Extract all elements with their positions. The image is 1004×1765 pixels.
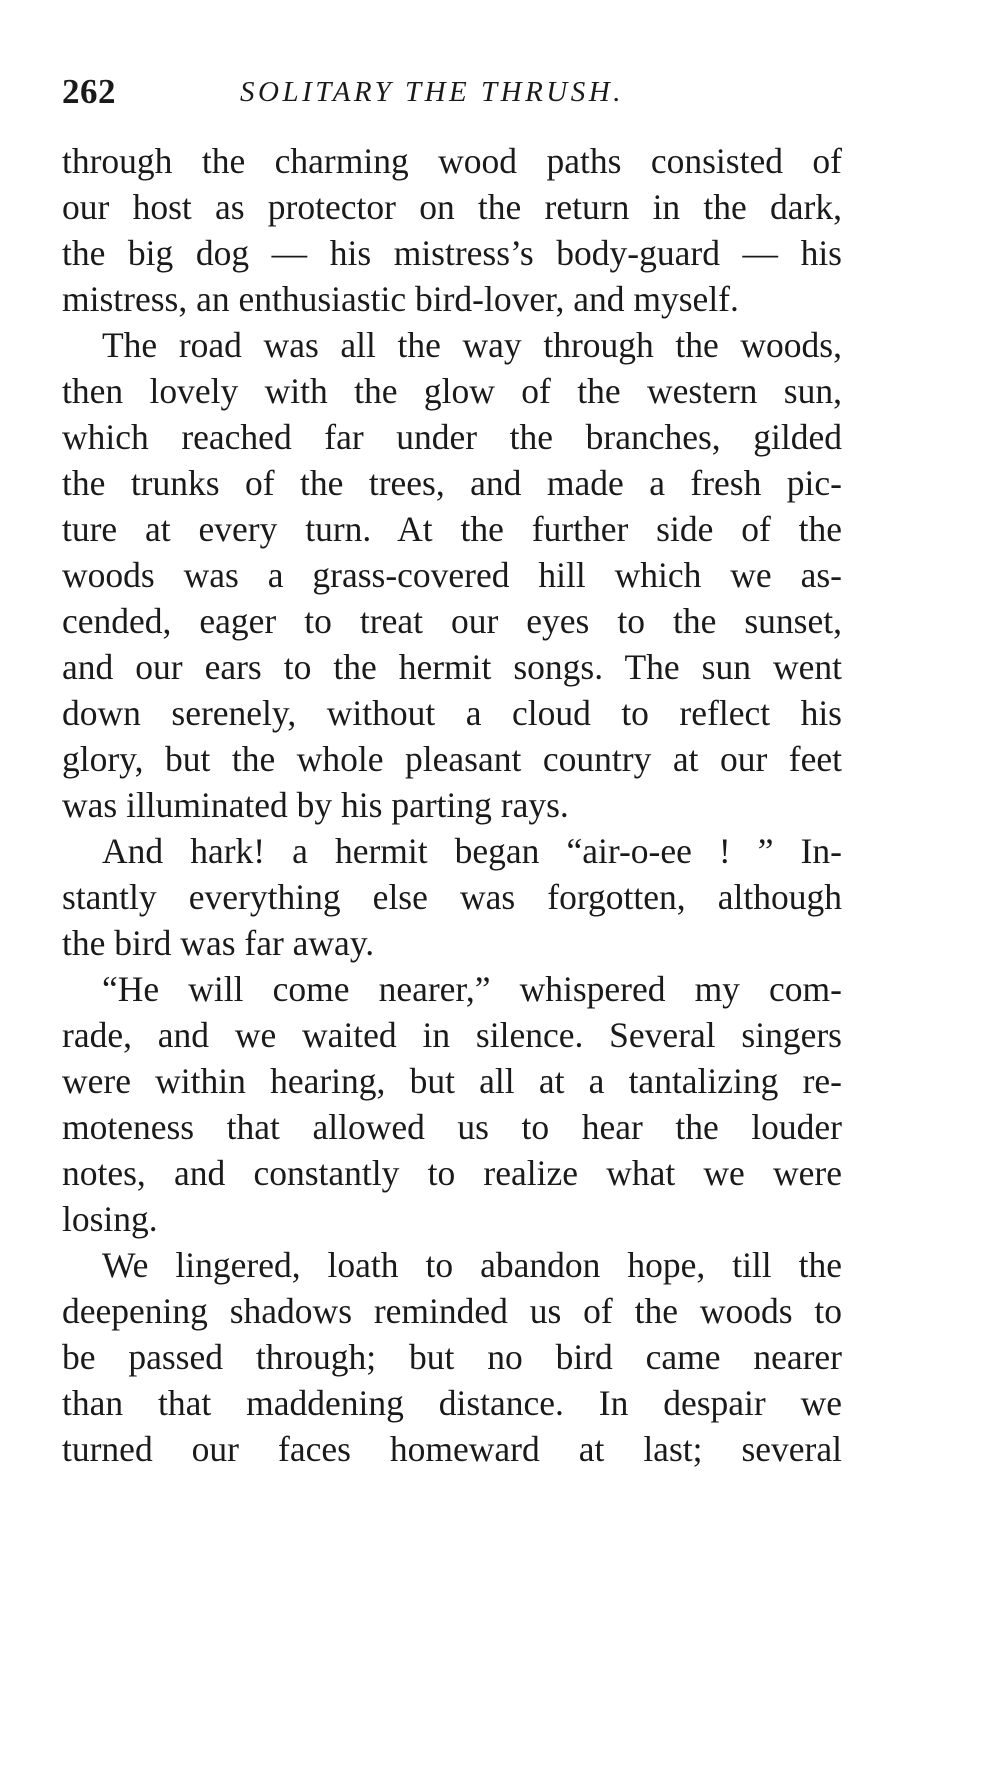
text-line: stantly everything else was forgotten, although: [62, 877, 842, 917]
text-line: notes, and constantly to realize what we were: [62, 1153, 842, 1193]
text-line: and our ears to the hermit songs. The sun went: [62, 647, 842, 687]
body-text: [62, 138, 842, 1472]
text-line: mistress, an enthusiastic bird-lover, and myself.: [62, 279, 739, 319]
text-line: be passed through; but no bird came nearer: [62, 1337, 842, 1377]
text-line: then lovely with the glow of the western sun,: [62, 371, 842, 411]
text-line: turned our faces homeward at last; several: [62, 1429, 842, 1469]
text-line: cended, eager to treat our eyes to the sunset,: [62, 601, 842, 641]
text-line: woods was a grass-covered hill which we as-: [62, 555, 842, 595]
text-line: “He will come nearer,” whispered my com-: [102, 969, 842, 1009]
text-line: The road was all the way through the woods,: [102, 325, 842, 365]
text-line: which reached far under the branches, gilded: [62, 417, 842, 457]
running-head: SOLITARY THE THRUSH.: [240, 76, 624, 108]
text-line: And hark! a hermit began “air-o-ee ! ” In-: [102, 831, 842, 871]
page-number: 262: [62, 72, 116, 111]
text-line: our host as protector on the return in the dark,: [62, 187, 842, 227]
text-line: losing.: [62, 1199, 158, 1239]
text-line: was illuminated by his parting rays.: [62, 785, 569, 825]
text-line: ture at every turn. At the further side of the: [62, 509, 842, 549]
text-line: We lingered, loath to abandon hope, till the: [102, 1245, 842, 1285]
text-line: down serenely, without a cloud to reflect his: [62, 693, 842, 733]
text-line: through the charming wood paths consisted of: [62, 141, 842, 181]
page-header: [62, 72, 842, 122]
text-line: the big dog — his mistress’s body-guard — his: [62, 233, 842, 273]
text-line: glory, but the whole pleasant country at our feet: [62, 739, 842, 779]
text-line: were within hearing, but all at a tantalizing re-: [62, 1061, 842, 1101]
text-line: rade, and we waited in silence. Several singers: [62, 1015, 842, 1055]
text-line: deepening shadows reminded us of the woods to: [62, 1291, 842, 1331]
text-line: the trunks of the trees, and made a fresh pic-: [62, 463, 842, 503]
text-line: than that maddening distance. In despair we: [62, 1383, 842, 1423]
text-line: the bird was far away.: [62, 923, 375, 963]
text-line: moteness that allowed us to hear the louder: [62, 1107, 842, 1147]
